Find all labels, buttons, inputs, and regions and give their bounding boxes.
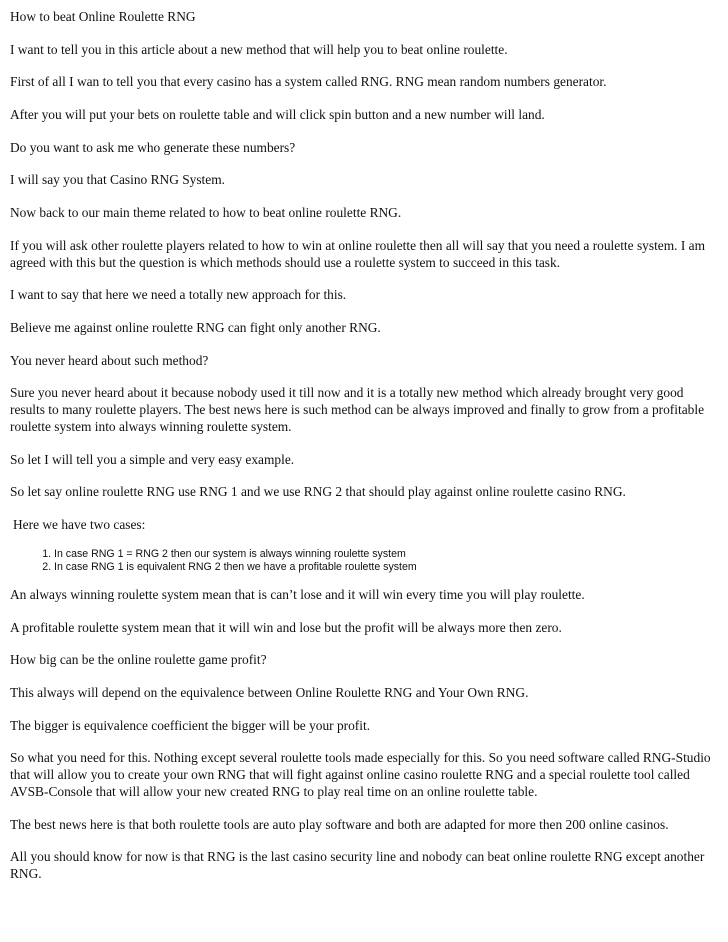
list-lead: Here we have two cases:	[13, 517, 146, 533]
paragraph: I will say you that Casino RNG System.	[10, 172, 225, 188]
paragraph: After you will put your bets on roulette table and will click spin button and a new number will land.	[10, 107, 545, 123]
paragraph: The best news here is that both roulette tools are auto play software and both are adapted for more then 200 online casinos.	[10, 816, 669, 832]
list-item: 1. In case RNG 1 = RNG 2 then our system is always winning roulette system	[54, 548, 718, 561]
paragraph: How big can be the online roulette game profit?	[10, 652, 267, 668]
paragraph: Do you want to ask me who generate these numbers?	[10, 139, 296, 155]
paragraph: All you should know for now is that RNG is the last casino security line and nobody can beat online roulette RNG except another RNG.	[10, 849, 705, 882]
article	[10, 9, 718, 899]
paragraph: A profitable roulette system mean that it will win and lose but the profit will be always more then zero.	[10, 619, 562, 635]
paragraph: Believe me against online roulette RNG can fight only another RNG.	[10, 319, 381, 335]
paragraph: I want to tell you in this article about a new method that will help you to beat online roulette.	[10, 41, 508, 57]
paragraph: You never heard about such method?	[10, 352, 209, 368]
list-item: 2. In case RNG 1 is equivalent RNG 2 then we have a profitable roulette system	[54, 561, 718, 574]
paragraph: Now back to our main theme related to how to beat online roulette RNG.	[10, 205, 402, 221]
paragraph: If you will ask other roulette players related to how to win at online roulette then all will say that you need a roulette system. I am agreed with this but the question is which methods should use a roulette system to succeed in this task.	[10, 237, 706, 270]
article-title: How to beat Online Roulette RNG	[10, 9, 196, 24]
paragraph: First of all I wan to tell you that every casino has a system called RNG. RNG mean random numbers generator.	[10, 74, 607, 90]
paragraph: Sure you never heard about it because nobody used it till now and it is a totally new method which already brought very good results to many roulette players. The best news here is such method can be always improved and finally to grow from a profitable roulette system into always winning roulette system.	[10, 385, 705, 434]
paragraph: I want to say that here we need a totally new approach for this.	[10, 287, 347, 303]
paragraph: So let say online roulette RNG use RNG 1 and we use RNG 2 that should play against online roulette casino RNG.	[10, 484, 626, 500]
paragraph: So let I will tell you a simple and very easy example.	[10, 451, 295, 467]
paragraph: An always winning roulette system mean that is can’t lose and it will win every time you will play roulette.	[10, 586, 585, 602]
paragraph: So what you need for this. Nothing except several roulette tools made especially for this. So you need software called RNG-Studio that will allow you to create your own RNG that will fight against online casino roulette RNG and a special roulette tool called AVSB-Console that will allow your new created RNG to play real time on an online roulette table.	[10, 750, 711, 799]
cases-list	[10, 548, 718, 574]
paragraph: This always will depend on the equivalence between Online Roulette RNG and Your Own RNG.	[10, 684, 529, 700]
paragraph: The bigger is equivalence coefficient the bigger will be your profit.	[10, 717, 371, 733]
